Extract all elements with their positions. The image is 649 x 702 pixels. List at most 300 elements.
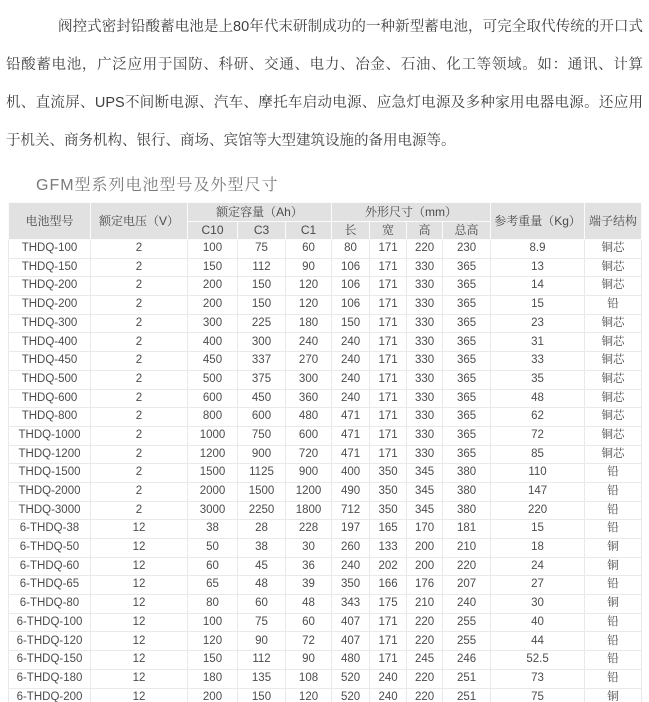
table-row — [9, 520, 642, 539]
table-cell: 3000 — [188, 501, 238, 520]
table-cell: 2 — [91, 482, 188, 501]
table-cell: THDQ-100 — [9, 240, 91, 259]
table-cell: 207 — [443, 576, 491, 595]
table-cell: 365 — [443, 408, 491, 427]
table-cell: 365 — [443, 370, 491, 389]
table-cell: 720 — [286, 445, 332, 464]
header-weight: 参考重量（Kg） — [491, 203, 585, 240]
table-cell: 480 — [286, 408, 332, 427]
table-cell: 铜芯 — [585, 370, 642, 389]
table-cell: 15 — [491, 520, 585, 539]
table-cell: 240 — [370, 669, 407, 688]
table-cell: THDQ-300 — [9, 314, 91, 333]
table-cell: 181 — [443, 520, 491, 539]
table-row — [9, 370, 642, 389]
table-cell: 铅 — [585, 632, 642, 651]
table-cell: 450 — [188, 352, 238, 371]
table-cell: 120 — [286, 277, 332, 296]
table-cell: 铜芯 — [585, 408, 642, 427]
table-cell: 133 — [370, 539, 407, 558]
table-cell: 120 — [286, 688, 332, 702]
table-row — [9, 501, 642, 520]
table-cell: 150 — [238, 277, 286, 296]
table-cell: 1125 — [238, 464, 286, 483]
table-cell: 40 — [491, 613, 585, 632]
table-cell: 330 — [407, 389, 443, 408]
table-cell: 150 — [332, 314, 370, 333]
table-cell: 165 — [370, 520, 407, 539]
table-cell: 60 — [286, 613, 332, 632]
table-cell: 31 — [491, 333, 585, 352]
table-cell: 12 — [91, 595, 188, 614]
header-model: 电池型号 — [9, 203, 91, 240]
table-cell: 350 — [370, 501, 407, 520]
header-capacity-group: 额定容量（Ah） — [188, 203, 332, 222]
table-cell: 12 — [91, 539, 188, 558]
table-cell: 270 — [286, 352, 332, 371]
table-cell: 300 — [188, 314, 238, 333]
table-cell: 75 — [238, 240, 286, 259]
table-cell: THDQ-3000 — [9, 501, 91, 520]
table-cell: 330 — [407, 370, 443, 389]
table-cell: 180 — [286, 314, 332, 333]
table-cell: 30 — [491, 595, 585, 614]
table-cell: 72 — [286, 632, 332, 651]
table-cell: 350 — [370, 482, 407, 501]
table-cell: 2 — [91, 445, 188, 464]
table-row — [9, 576, 642, 595]
table-cell: 12 — [91, 557, 188, 576]
table-cell: 12 — [91, 576, 188, 595]
header-c10: C10 — [188, 221, 238, 240]
table-cell: 铜 — [585, 539, 642, 558]
table-cell: 365 — [443, 352, 491, 371]
table-cell: 48 — [491, 389, 585, 408]
table-cell: 471 — [332, 426, 370, 445]
table-cell: 100 — [188, 613, 238, 632]
table-cell: 23 — [491, 314, 585, 333]
table-cell: 6-THDQ-150 — [9, 651, 91, 670]
table-cell: 210 — [443, 539, 491, 558]
table-cell: 65 — [188, 576, 238, 595]
table-cell: 240 — [332, 370, 370, 389]
table-cell: 90 — [286, 651, 332, 670]
table-cell: 171 — [370, 389, 407, 408]
table-cell: 330 — [407, 352, 443, 371]
table-cell: 330 — [407, 408, 443, 427]
header-c1: C1 — [286, 221, 332, 240]
table-row — [9, 557, 642, 576]
table-cell: 铜芯 — [585, 352, 642, 371]
table-row — [9, 426, 642, 445]
table-cell: 85 — [491, 445, 585, 464]
table-cell: 2 — [91, 296, 188, 315]
table-cell: 6-THDQ-80 — [9, 595, 91, 614]
table-cell: 330 — [407, 296, 443, 315]
table-cell: 180 — [188, 669, 238, 688]
table-cell: 750 — [238, 426, 286, 445]
table-row — [9, 314, 642, 333]
table-cell: 80 — [332, 240, 370, 259]
table-cell: 171 — [370, 370, 407, 389]
table-cell: 300 — [286, 370, 332, 389]
table-cell: 33 — [491, 352, 585, 371]
table-cell: 170 — [407, 520, 443, 539]
table-cell: 500 — [188, 370, 238, 389]
table-cell: 2000 — [188, 482, 238, 501]
table-cell: 240 — [332, 333, 370, 352]
table-cell: 480 — [332, 651, 370, 670]
table-cell: 12 — [91, 632, 188, 651]
table-cell: 350 — [332, 576, 370, 595]
table-cell: 245 — [407, 651, 443, 670]
table-cell: 2250 — [238, 501, 286, 520]
table-cell: 135 — [238, 669, 286, 688]
table-cell: 200 — [188, 688, 238, 702]
table-cell: 2 — [91, 240, 188, 259]
header-height: 高 — [407, 221, 443, 240]
table-cell: THDQ-200 — [9, 277, 91, 296]
table-cell: 600 — [188, 389, 238, 408]
table-cell: 520 — [332, 688, 370, 702]
table-cell: 490 — [332, 482, 370, 501]
table-cell: 345 — [407, 501, 443, 520]
table-cell: 铜芯 — [585, 389, 642, 408]
table-cell: 铅 — [585, 296, 642, 315]
table-cell: 228 — [286, 520, 332, 539]
table-cell: 80 — [188, 595, 238, 614]
table-cell: 6-THDQ-65 — [9, 576, 91, 595]
header-length: 长 — [332, 221, 370, 240]
table-cell: THDQ-400 — [9, 333, 91, 352]
table-cell: 铅 — [585, 669, 642, 688]
table-cell: 365 — [443, 445, 491, 464]
table-cell: 75 — [491, 688, 585, 702]
table-row — [9, 595, 642, 614]
table-cell: 6-THDQ-200 — [9, 688, 91, 702]
table-cell: THDQ-1200 — [9, 445, 91, 464]
table-cell: 108 — [286, 669, 332, 688]
table-cell: 360 — [286, 389, 332, 408]
table-cell: 15 — [491, 296, 585, 315]
table-cell: 铜芯 — [585, 277, 642, 296]
table-cell: 2 — [91, 333, 188, 352]
table-cell: 150 — [238, 688, 286, 702]
table-cell: 330 — [407, 258, 443, 277]
table-cell: 铅 — [585, 576, 642, 595]
table-cell: 27 — [491, 576, 585, 595]
table-cell: 120 — [286, 296, 332, 315]
table-cell: 6-THDQ-50 — [9, 539, 91, 558]
table-cell: 380 — [443, 501, 491, 520]
table-cell: 200 — [188, 296, 238, 315]
table-cell: 90 — [286, 258, 332, 277]
table-cell: 255 — [443, 632, 491, 651]
table-cell: 62 — [491, 408, 585, 427]
table-cell: 36 — [286, 557, 332, 576]
table-cell: 铅 — [585, 464, 642, 483]
table-cell: 110 — [491, 464, 585, 483]
table-cell: 350 — [370, 464, 407, 483]
table-cell: 365 — [443, 426, 491, 445]
table-cell: 铜芯 — [585, 240, 642, 259]
table-row — [9, 296, 642, 315]
table-cell: 171 — [370, 240, 407, 259]
table-cell: 407 — [332, 632, 370, 651]
table-cell: 800 — [188, 408, 238, 427]
table-cell: 225 — [238, 314, 286, 333]
table-cell: 44 — [491, 632, 585, 651]
table-cell: 471 — [332, 445, 370, 464]
table-cell: THDQ-500 — [9, 370, 91, 389]
table-row — [9, 613, 642, 632]
table-cell: 106 — [332, 277, 370, 296]
table-cell: 400 — [332, 464, 370, 483]
table-cell: 343 — [332, 595, 370, 614]
table-cell: 1500 — [188, 464, 238, 483]
table-cell: 1000 — [188, 426, 238, 445]
table-row — [9, 464, 642, 483]
table-cell: 337 — [238, 352, 286, 371]
table-cell: 900 — [238, 445, 286, 464]
table-cell: 171 — [370, 651, 407, 670]
table-cell: 900 — [286, 464, 332, 483]
table-cell: 171 — [370, 277, 407, 296]
table-cell: 6-THDQ-38 — [9, 520, 91, 539]
table-cell: 220 — [491, 501, 585, 520]
table-cell: 2 — [91, 352, 188, 371]
table-cell: 365 — [443, 258, 491, 277]
table-cell: 220 — [407, 669, 443, 688]
table-row — [9, 688, 642, 702]
table-cell: 240 — [443, 595, 491, 614]
table-row — [9, 240, 642, 259]
table-cell: THDQ-1500 — [9, 464, 91, 483]
table-cell: 171 — [370, 613, 407, 632]
header-row-groups — [9, 203, 642, 222]
table-cell: 220 — [407, 632, 443, 651]
intro-paragraph: 阀控式密封铅酸蓄电池是上80年代末研制成功的一种新型蓄电池，可完全取代传统的开口式铅酸蓄电池，广泛应用于国防、科研、交通、电力、冶金、石油、化工等领域。如：通讯、计算机、直流屏、UPS不间断电源、汽车、摩托车启动电源、应急灯电源及多种家用电器电源。还应用于机关、商务机构、银行、商场、宾馆等大型建筑设施的备用电源等。 — [6, 19, 643, 149]
table-cell: 铜芯 — [585, 426, 642, 445]
header-voltage: 额定电压（V） — [91, 203, 188, 240]
table-cell: 38 — [188, 520, 238, 539]
table-cell: THDQ-800 — [9, 408, 91, 427]
table-cell: 2 — [91, 501, 188, 520]
table-cell: 230 — [443, 240, 491, 259]
table-cell: 1200 — [286, 482, 332, 501]
table-cell: 铅 — [585, 651, 642, 670]
table-cell: 200 — [407, 557, 443, 576]
table-cell: 50 — [188, 539, 238, 558]
table-cell: 12 — [91, 651, 188, 670]
header-terminal: 端子结构 — [585, 203, 642, 240]
table-cell: 240 — [332, 352, 370, 371]
table-cell: 251 — [443, 669, 491, 688]
header-width: 宽 — [370, 221, 407, 240]
table-cell: 166 — [370, 576, 407, 595]
table-cell: 铜 — [585, 595, 642, 614]
table-cell: 12 — [91, 688, 188, 702]
table-cell: 6-THDQ-100 — [9, 613, 91, 632]
header-dimensions-group: 外形尺寸（mm） — [332, 203, 491, 222]
table-cell: 220 — [407, 613, 443, 632]
table-cell: 200 — [407, 539, 443, 558]
table-cell: 铜 — [585, 557, 642, 576]
table-row — [9, 632, 642, 651]
table-cell: 600 — [286, 426, 332, 445]
table-cell: 471 — [332, 408, 370, 427]
table-cell: 200 — [188, 277, 238, 296]
table-cell: 铜芯 — [585, 314, 642, 333]
table-cell: 2 — [91, 408, 188, 427]
table-cell: 112 — [238, 258, 286, 277]
table-cell: 210 — [407, 595, 443, 614]
table-row — [9, 482, 642, 501]
table-cell: 75 — [238, 613, 286, 632]
table-cell: 铅 — [585, 520, 642, 539]
table-cell: 365 — [443, 296, 491, 315]
table-row — [9, 277, 642, 296]
table-cell: THDQ-150 — [9, 258, 91, 277]
table-cell: 14 — [491, 277, 585, 296]
table-cell: 380 — [443, 464, 491, 483]
table-cell: 712 — [332, 501, 370, 520]
battery-spec-table — [8, 202, 642, 702]
table-cell: 171 — [370, 333, 407, 352]
table-cell: 112 — [238, 651, 286, 670]
table-cell: 1200 — [188, 445, 238, 464]
section-title: GFM型系列电池型号及外型尺寸 — [36, 177, 279, 194]
table-cell: 24 — [491, 557, 585, 576]
table-cell: 365 — [443, 389, 491, 408]
table-cell: 450 — [238, 389, 286, 408]
table-cell: 18 — [491, 539, 585, 558]
table-cell: 171 — [370, 258, 407, 277]
table-cell: 28 — [238, 520, 286, 539]
table-cell: 246 — [443, 651, 491, 670]
table-cell: 铅 — [585, 501, 642, 520]
table-cell: 345 — [407, 482, 443, 501]
table-cell: 197 — [332, 520, 370, 539]
table-cell: 251 — [443, 688, 491, 702]
table-cell: 220 — [407, 240, 443, 259]
table-cell: 52.5 — [491, 651, 585, 670]
table-cell: 175 — [370, 595, 407, 614]
table-cell: 38 — [238, 539, 286, 558]
table-cell: 106 — [332, 258, 370, 277]
table-cell: 60 — [188, 557, 238, 576]
table-row — [9, 258, 642, 277]
table-cell: 240 — [370, 688, 407, 702]
table-cell: 2 — [91, 277, 188, 296]
table-cell: 48 — [286, 595, 332, 614]
table-cell: 171 — [370, 445, 407, 464]
header-c3: C3 — [238, 221, 286, 240]
table-row — [9, 445, 642, 464]
table-cell: 铜芯 — [585, 258, 642, 277]
table-cell: 240 — [332, 389, 370, 408]
table-cell: 铜芯 — [585, 445, 642, 464]
table-cell: 330 — [407, 426, 443, 445]
table-cell: 150 — [188, 258, 238, 277]
table-row — [9, 669, 642, 688]
table-cell: 365 — [443, 314, 491, 333]
table-cell: 600 — [238, 408, 286, 427]
table-cell: 171 — [370, 426, 407, 445]
table-cell: 铜芯 — [585, 333, 642, 352]
table-cell: 147 — [491, 482, 585, 501]
table-cell: 171 — [370, 408, 407, 427]
table-cell: 60 — [238, 595, 286, 614]
table-cell: 铜 — [585, 688, 642, 702]
table-row — [9, 389, 642, 408]
table-cell: 2 — [91, 370, 188, 389]
table-cell: 202 — [370, 557, 407, 576]
table-cell: 45 — [238, 557, 286, 576]
table-cell: 35 — [491, 370, 585, 389]
table-row — [9, 333, 642, 352]
table-cell: 171 — [370, 352, 407, 371]
table-cell: THDQ-600 — [9, 389, 91, 408]
table-cell: 13 — [491, 258, 585, 277]
table-cell: 255 — [443, 613, 491, 632]
table-cell: 380 — [443, 482, 491, 501]
table-cell: THDQ-450 — [9, 352, 91, 371]
table-cell: 6-THDQ-180 — [9, 669, 91, 688]
table-cell: 60 — [286, 240, 332, 259]
table-cell: 365 — [443, 277, 491, 296]
table-cell: 12 — [91, 669, 188, 688]
table-cell: 8.9 — [491, 240, 585, 259]
table-header — [9, 203, 642, 240]
table-cell: 330 — [407, 277, 443, 296]
table-cell: 30 — [286, 539, 332, 558]
table-cell: THDQ-2000 — [9, 482, 91, 501]
table-cell: 2 — [91, 314, 188, 333]
header-total-height: 总高 — [443, 221, 491, 240]
table-cell: 12 — [91, 613, 188, 632]
table-cell: 260 — [332, 539, 370, 558]
table-cell: 330 — [407, 445, 443, 464]
table-row — [9, 651, 642, 670]
table-cell: 345 — [407, 464, 443, 483]
table-cell: 171 — [370, 632, 407, 651]
table-cell: 6-THDQ-60 — [9, 557, 91, 576]
table-cell: 220 — [407, 688, 443, 702]
table-cell: THDQ-1000 — [9, 426, 91, 445]
table-cell: 176 — [407, 576, 443, 595]
table-cell: 2 — [91, 426, 188, 445]
table-cell: THDQ-200 — [9, 296, 91, 315]
table-cell: 100 — [188, 240, 238, 259]
table-cell: 72 — [491, 426, 585, 445]
table-cell: 220 — [443, 557, 491, 576]
table-cell: 375 — [238, 370, 286, 389]
table-cell: 1500 — [238, 482, 286, 501]
table-row — [9, 408, 642, 427]
table-cell: 520 — [332, 669, 370, 688]
table-cell: 2 — [91, 464, 188, 483]
battery-table-body — [9, 240, 642, 702]
table-cell: 150 — [238, 296, 286, 315]
table-cell: 铅 — [585, 482, 642, 501]
table-cell: 240 — [286, 333, 332, 352]
table-row — [9, 352, 642, 371]
table-cell: 240 — [332, 557, 370, 576]
table-cell: 150 — [188, 651, 238, 670]
table-cell: 330 — [407, 333, 443, 352]
table-cell: 120 — [188, 632, 238, 651]
